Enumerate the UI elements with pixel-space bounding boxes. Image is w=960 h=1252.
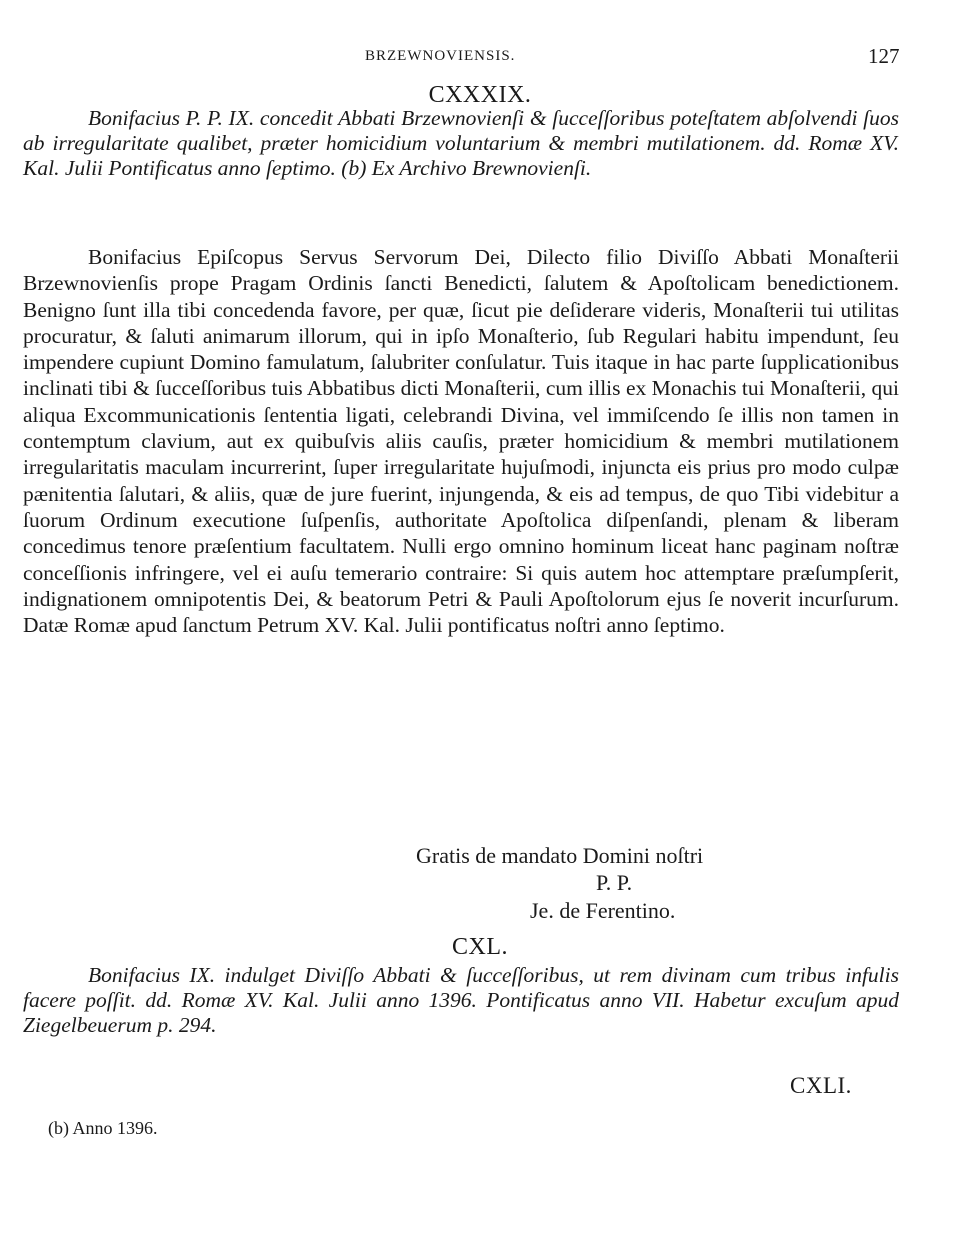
document-139-body: Bonifacius Epiſcopus Servus Servorum Dei, Dilecto filio Diviſſo Abbati Monaſterii Brzewnovienſis prope Pragam Ordinis ſancti Benedicti, ſalutem & Apoſtolicam benedictionem. Benigno ſunt illa tibi concedenda favore, per quæ, ſicut pie deſiderare videris, Monaſterii tui utilitas procuratur, & ſaluti animarum illorum, qui in ipſo Monaſterio, ſub Regulari habitu impendunt, ſeu impendere cupiunt Domino famulatum, ſalubriter conſulatur. Tuis itaque in hac parte ſupplicationibus inclinati tibi & ſucceſſoribus tuis Abbatibus dicti Monaſterii, cum illis ex Monachis tui Monaſterii, qui aliqua Excommunicationis ſententia ligati, celebrandi Divina, vel immiſcendo ſe illis non tamen in contemptum clavium, aut ex quibuſvis aliis cauſis, præter homicidium & membri mutilationem irregularitatis maculam incurrerint, ſuper irregularitate hujuſmodi, injuncta eis prius pro modo culpæ pænitentia ſalutari, & aliis, quæ de jure fuerint, injungenda, & eis ad tempus, de quo Tibi videbitur a ſuorum Ordinum executione ſuſpenſis, authoritate Apoſtolica diſpenſandi, plenam & liberam concedimus tenore præſentium facultatem. Nulli ergo omnino hominum liceat hanc paginam noſtræ conceſſionis infringere, vel ei auſu temerario contraire: Si quis autem hoc attemptare præſumpſerit, indignationem omnipotentis Dei, & beatorum Petri & Pauli Apoſtolorum ejus ſe noverit incurſurum. Datæ Romæ apud ſanctum Petrum XV. Kal. Julii pontificatus noſtri anno ſeptimo. [23, 245, 899, 638]
closing-line-1: Gratis de mandato Domini noſtri [416, 843, 704, 868]
closing-line-3: Je. de Ferentino. [530, 898, 676, 923]
document-140-regest: Bonifacius IX. indulget Diviſſo Abbati & ſucceſſoribus, ut rem divinam cum tribus infulis facere poſſit. dd. Romæ XV. Kal. Julii anno 1396. Pontificatus anno VII. Habetur excuſum apud Ziegelbeuerum p. 294. [23, 963, 899, 1037]
running-head: BRZEWNOVIENSIS. [365, 48, 516, 64]
closing-line-2: P. P. [596, 870, 633, 895]
page-number: 127 [868, 44, 900, 68]
page-header [0, 42, 960, 82]
document-number-140: CXL. [452, 934, 508, 960]
document-139-regest: Bonifacius P. P. IX. concedit Abbati Brzewnovienſi & ſucceſſoribus poteſtatem abſolvendi ſuos ab irregularitate qualibet, præter homicidium voluntarium & membri mutilationem. dd. Romæ XV. Kal. Julii Pontificatus anno ſeptimo. (b) Ex Archivo Brewnovienſi. [23, 106, 899, 180]
document-number-141: CXLI. [790, 1073, 852, 1098]
document-number-139: CXXXIX. [428, 82, 532, 108]
footnote: (b) Anno 1396. [48, 1118, 158, 1138]
